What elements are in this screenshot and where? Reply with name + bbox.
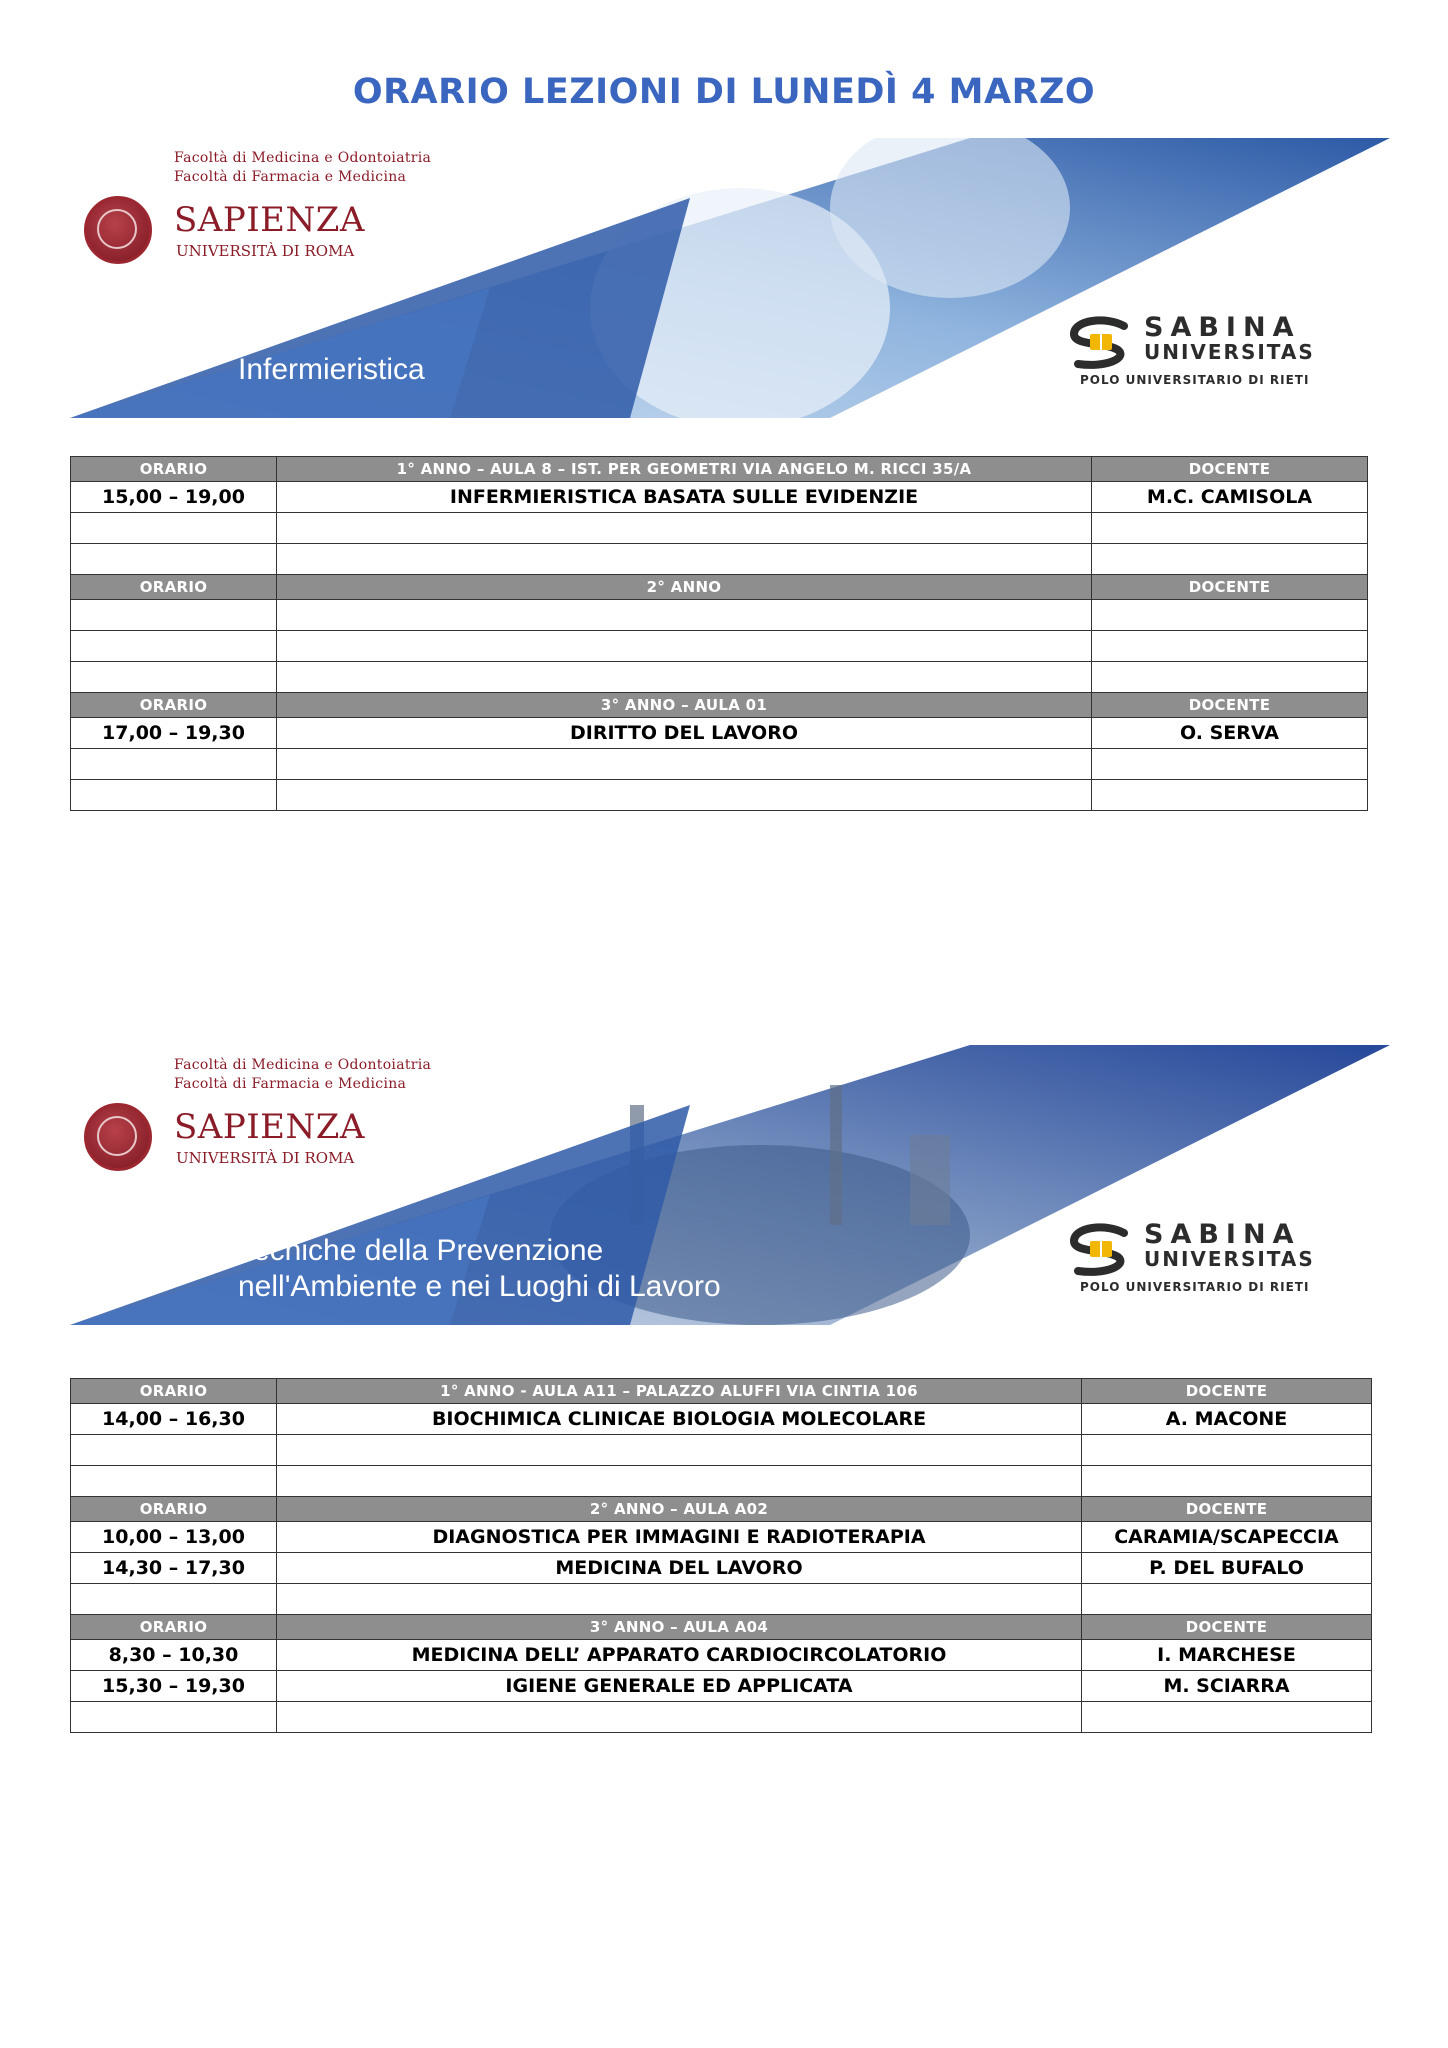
table-row <box>71 513 1368 544</box>
course-cell <box>277 1702 1082 1733</box>
course-cell <box>277 544 1092 575</box>
course-cell <box>277 1584 1082 1615</box>
time-cell <box>71 600 277 631</box>
table-row <box>71 749 1368 780</box>
course-cell <box>277 631 1092 662</box>
table-row <box>71 662 1368 693</box>
table-header-row <box>71 693 1368 718</box>
university-subtitle: UNIVERSITÀ DI ROMA <box>176 242 355 260</box>
course-cell: IGIENE GENERALE ED APPLICATA <box>277 1671 1082 1702</box>
time-cell <box>71 662 277 693</box>
teacher-cell: M.C. CAMISOLA <box>1092 482 1368 513</box>
header-cell: 1° ANNO – AULA 8 – IST. PER GEOMETRI VIA ANGELO M. RICCI 35/A <box>277 457 1092 482</box>
header-cell: ORARIO <box>71 1497 277 1522</box>
header-cell: DOCENTE <box>1082 1497 1372 1522</box>
course-banner <box>70 138 1390 418</box>
course-name <box>238 352 425 388</box>
table-row <box>71 1466 1372 1497</box>
course-cell <box>277 662 1092 693</box>
header-cell: ORARIO <box>71 1379 277 1404</box>
course-cell <box>277 749 1092 780</box>
table-row <box>71 1435 1372 1466</box>
faculty-line: Facoltà di Medicina e Odontoiatria <box>174 150 432 166</box>
university-subtitle: UNIVERSITÀ DI ROMA <box>176 1149 355 1167</box>
course-name-line: nell'Ambiente e nei Luoghi di Lavoro <box>238 1270 721 1303</box>
course-name-line: Infermieristica <box>238 353 425 386</box>
course-cell: MEDICINA DEL LAVORO <box>277 1553 1082 1584</box>
teacher-cell: O. SERVA <box>1092 718 1368 749</box>
faculty-line: Facoltà di Medicina e Odontoiatria <box>174 1057 432 1073</box>
table-row <box>71 544 1368 575</box>
course-cell <box>277 513 1092 544</box>
course-name-line: Tecniche della Prevenzione <box>238 1234 604 1267</box>
table-row <box>71 631 1368 662</box>
teacher-cell: M. SCIARRA <box>1082 1671 1372 1702</box>
course-cell <box>277 780 1092 811</box>
table-row <box>71 1553 1372 1584</box>
table-header-row <box>71 457 1368 482</box>
table-row <box>71 718 1368 749</box>
teacher-cell: CARAMIA/SCAPECCIA <box>1082 1522 1372 1553</box>
table-row <box>71 482 1368 513</box>
sabina-book-icon <box>1066 316 1136 372</box>
teacher-cell <box>1092 662 1368 693</box>
table-row <box>71 1640 1372 1671</box>
header-cell: 2° ANNO <box>277 575 1092 600</box>
teacher-cell <box>1092 544 1368 575</box>
time-cell <box>71 1435 277 1466</box>
header-cell: DOCENTE <box>1092 457 1368 482</box>
schedule-table <box>70 1378 1372 1733</box>
course-cell: MEDICINA DELL’ APPARATO CARDIOCIRCOLATORIO <box>277 1640 1082 1671</box>
time-cell <box>71 780 277 811</box>
page-title: ORARIO LEZIONI DI LUNEDÌ 4 MARZO <box>352 72 1096 112</box>
time-cell: 8,30 – 10,30 <box>71 1640 277 1671</box>
course-banner <box>70 1045 1390 1325</box>
sapienza-seal-icon <box>84 196 152 264</box>
header-cell: DOCENTE <box>1092 693 1368 718</box>
table-row <box>71 1404 1372 1435</box>
course-cell: DIAGNOSTICA PER IMMAGINI E RADIOTERAPIA <box>277 1522 1082 1553</box>
teacher-cell <box>1082 1702 1372 1733</box>
teacher-cell <box>1092 600 1368 631</box>
header-cell: ORARIO <box>71 575 277 600</box>
time-cell: 15,00 – 19,00 <box>71 482 277 513</box>
sabina-book-icon <box>1066 1223 1136 1279</box>
teacher-cell <box>1082 1466 1372 1497</box>
header-cell: 3° ANNO – AULA A04 <box>277 1615 1082 1640</box>
time-cell: 10,00 – 13,00 <box>71 1522 277 1553</box>
partner-name: SABINA <box>1144 312 1301 343</box>
teacher-cell: A. MACONE <box>1082 1404 1372 1435</box>
time-cell <box>71 1466 277 1497</box>
time-cell <box>71 1584 277 1615</box>
table-row <box>71 600 1368 631</box>
sabina-logo <box>1066 1217 1366 1297</box>
course-cell: DIRITTO DEL LAVORO <box>277 718 1092 749</box>
header-cell: 3° ANNO – AULA 01 <box>277 693 1092 718</box>
header-cell: ORARIO <box>71 1615 277 1640</box>
time-cell <box>71 544 277 575</box>
time-cell: 15,30 – 19,30 <box>71 1671 277 1702</box>
table-row <box>71 1702 1372 1733</box>
partner-polo: POLO UNIVERSITARIO DI RIETI <box>1080 1280 1310 1294</box>
table-row <box>71 1522 1372 1553</box>
sabina-logo <box>1066 310 1366 390</box>
table-header-row <box>71 575 1368 600</box>
time-cell <box>71 513 277 544</box>
time-cell <box>71 749 277 780</box>
table-row <box>71 1671 1372 1702</box>
table-header-row <box>71 1379 1372 1404</box>
university-name: SAPIENZA <box>174 1107 365 1147</box>
teacher-cell <box>1092 749 1368 780</box>
partner-subtitle: UNIVERSITAS <box>1144 1247 1315 1271</box>
table-header-row <box>71 1615 1372 1640</box>
table-row <box>71 1584 1372 1615</box>
faculty-line: Facoltà di Farmacia e Medicina <box>174 169 407 185</box>
time-cell: 14,00 – 16,30 <box>71 1404 277 1435</box>
teacher-cell <box>1092 631 1368 662</box>
teacher-cell <box>1082 1584 1372 1615</box>
header-cell: 2° ANNO – AULA A02 <box>277 1497 1082 1522</box>
teacher-cell <box>1082 1435 1372 1466</box>
time-cell <box>71 1702 277 1733</box>
partner-polo: POLO UNIVERSITARIO DI RIETI <box>1080 373 1310 387</box>
course-name <box>238 1233 721 1305</box>
course-cell: INFERMIERISTICA BASATA SULLE EVIDENZIE <box>277 482 1092 513</box>
course-cell <box>277 600 1092 631</box>
header-cell: ORARIO <box>71 457 277 482</box>
faculty-line: Facoltà di Farmacia e Medicina <box>174 1076 407 1092</box>
course-cell: BIOCHIMICA CLINICAE BIOLOGIA MOLECOLARE <box>277 1404 1082 1435</box>
schedule-table <box>70 456 1368 811</box>
header-cell: ORARIO <box>71 693 277 718</box>
time-cell: 17,00 – 19,30 <box>71 718 277 749</box>
partner-name: SABINA <box>1144 1219 1301 1250</box>
table-header-row <box>71 1497 1372 1522</box>
teacher-cell <box>1092 780 1368 811</box>
teacher-cell: I. MARCHESE <box>1082 1640 1372 1671</box>
teacher-cell <box>1092 513 1368 544</box>
course-cell <box>277 1435 1082 1466</box>
university-name: SAPIENZA <box>174 200 365 240</box>
teacher-cell: P. DEL BUFALO <box>1082 1553 1372 1584</box>
header-cell: DOCENTE <box>1082 1615 1372 1640</box>
time-cell: 14,30 – 17,30 <box>71 1553 277 1584</box>
sapienza-seal-icon <box>84 1103 152 1171</box>
header-cell: 1° ANNO - AULA A11 – PALAZZO ALUFFI VIA CINTIA 106 <box>277 1379 1082 1404</box>
header-cell: DOCENTE <box>1092 575 1368 600</box>
table-row <box>71 780 1368 811</box>
partner-subtitle: UNIVERSITAS <box>1144 340 1315 364</box>
header-cell: DOCENTE <box>1082 1379 1372 1404</box>
course-cell <box>277 1466 1082 1497</box>
time-cell <box>71 631 277 662</box>
